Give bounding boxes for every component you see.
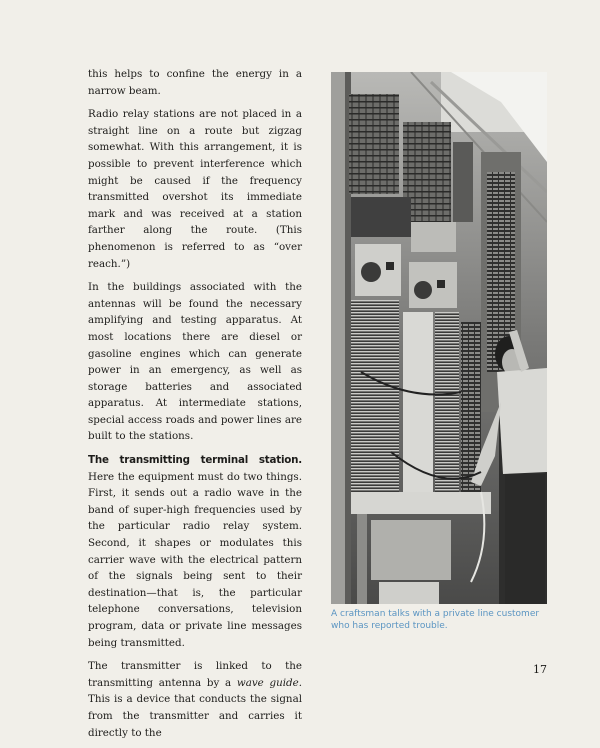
paragraph-wave-guide-text-b: This is a device that conducts the signal from the transmitter and carries it directly to the xyxy=(88,693,302,739)
section-heading-transmitting-terminal: The transmitting terminal station. xyxy=(88,454,302,467)
paragraph-continuation: this helps to confine the energy in a narrow beam. xyxy=(88,68,302,97)
paragraph-wave-guide-text-a: The transmitter is linked to the transmitting antenna by a xyxy=(88,660,302,689)
photo-illustration xyxy=(331,72,547,604)
photo-caption: A craftsman talks with a private line customer who has reported trouble. xyxy=(331,609,540,631)
paragraph-station-buildings: In the buildings associated with the antennas will be found the necessary amplifying and testing apparatus. At most locations there are diesel or gasoline engines which can generate power in an emergency, as well as storage batteries and associated apparatus. At intermediate stations, special access roads and power lines are built to the stations. xyxy=(88,281,302,443)
paragraph-wave-guide xyxy=(88,658,302,741)
text-column xyxy=(88,66,302,748)
term-wave-guide: wave guide. xyxy=(236,676,302,689)
paragraph-transmitting-terminal-text: Here the equipment must do two things. First, it sends out a radio wave in the band of super-high frequencies used by the particular radio relay system. Second, it shapes or modulates this carrier wave with the electrical pattern of the signals being sent to their destination—that is, the particular telephone conversations, television program, data or private line messages being transmitted. xyxy=(88,470,302,649)
paragraph-transmitting-terminal xyxy=(88,452,302,651)
page-number: 17 xyxy=(533,663,547,676)
photo-craftsman-equipment-racks xyxy=(331,72,547,604)
paragraph-zigzag-routing: Radio relay stations are not placed in a straight line on a route but zigzag somewhat. With this arrangement, it is possible to prevent interference which might be caused if the frequency transmitted overshot its immediate mark and was received at a station farther along the route. (This phenomenon is referred to as “over reach.”) xyxy=(88,108,302,270)
